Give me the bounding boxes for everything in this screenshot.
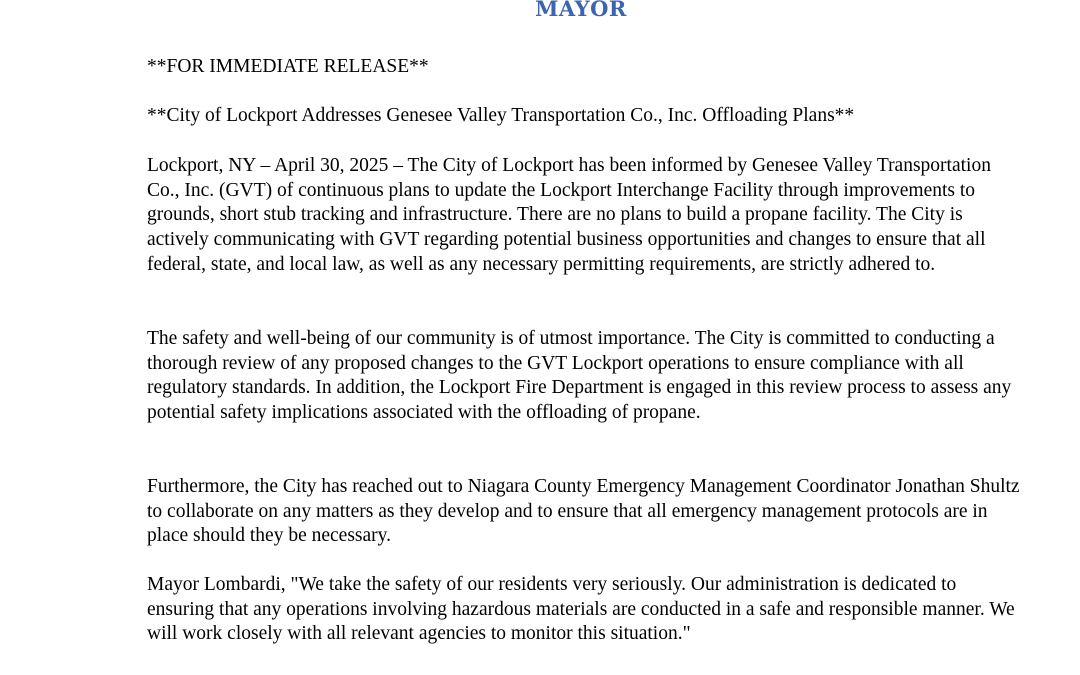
letterhead-title: MAYOR bbox=[535, 0, 627, 21]
paragraph-mayor-quote: Mayor Lombardi, "We take the safety of our residents very seriously. Our administration is dedicated to ensuring that any operations involving hazardous materials are conducted in a safe and responsible manner. We will work closely with all relevant agencies to monitor this situation." bbox=[147, 574, 1015, 645]
press-release-headline: **City of Lockport Addresses Genesee Valley Transportation Co., Inc. Offloading Plans** bbox=[147, 105, 855, 126]
paragraph-announcement: Lockport, NY – April 30, 2025 – The City of Lockport has been informed by Genesee Valley Transportation Co., Inc. (GVT) of continuous plans to update the Lockport Interchange Facility through improvements to grounds, short stub tracking and infrastructure. There are no plans to build a propane facility. The City is actively communicating with GVT regarding potential business opportunities and changes to ensure that all federal, state, and local law, as well as any necessary permitting requirements, are strictly adhered to. bbox=[147, 155, 991, 275]
paragraph-safety: The safety and well-being of our community is of utmost importance. The City is committed to conducting a thorough review of any proposed changes to the GVT Lockport operations to ensure compliance with all regulatory standards. In addition, the Lockport Fire Department is engaged in this review process to assess any potential safety implications associated with the offloading of propane. bbox=[147, 328, 1012, 424]
release-label: **FOR IMMEDIATE RELEASE** bbox=[147, 56, 429, 77]
paragraph-emergency-management: Furthermore, the City has reached out to Niagara County Emergency Management Coordinator Jonathan Shultz to collaborate on any matters as they develop and to ensure that all emergency management protocols are in place should they be necessary. bbox=[147, 476, 1020, 547]
